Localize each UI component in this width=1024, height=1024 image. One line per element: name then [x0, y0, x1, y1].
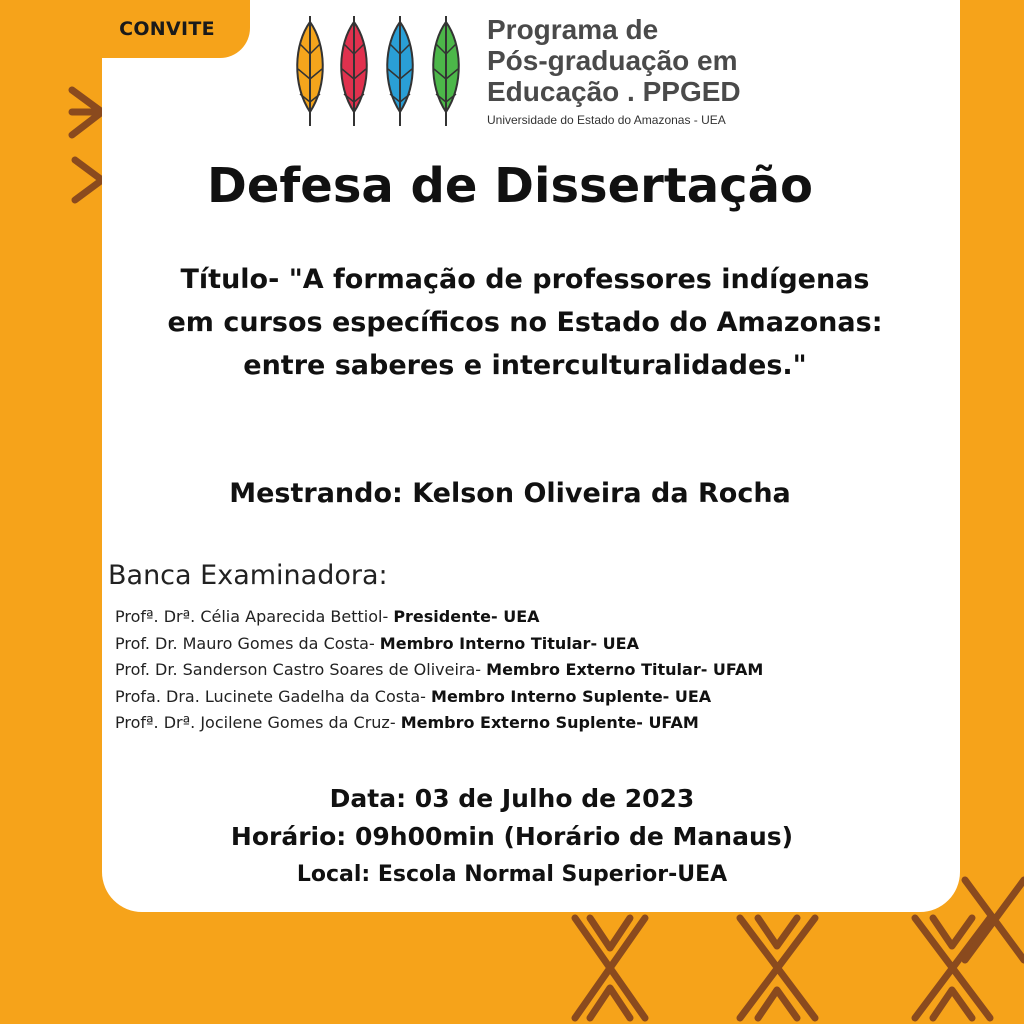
member-role: Membro Externo Suplente- UFAM: [400, 713, 699, 732]
event-time: Horário: 09h00min (Horário de Manaus): [230, 822, 794, 851]
title-line: entre saberes e interculturalidades.": [243, 350, 807, 381]
logo-line-3: Educação . PPGED: [487, 76, 741, 107]
event-date: Data: 03 de Julho de 2023: [329, 784, 695, 813]
student-name: Mestrando: Kelson Oliveira da Rocha: [229, 478, 791, 509]
member-role: Membro Interno Suplente- UEA: [431, 686, 712, 706]
committee-member: [115, 710, 763, 737]
member-role: Membro Interno Titular- UEA: [379, 633, 639, 653]
member-name: Prof. Dr. Mauro Gomes da Costa-: [115, 633, 380, 653]
logo-line-2: Pós-graduação em: [487, 45, 738, 76]
member-name: Profa. Dra. Lucinete Gadelha da Costa-: [115, 686, 432, 706]
committee-member: [115, 657, 763, 684]
invitation-card: [102, 0, 960, 912]
committee-heading: Banca Examinadora:: [108, 560, 388, 591]
dissertation-title: [115, 258, 935, 387]
invite-tag: CONVITE: [84, 0, 250, 58]
program-logo-text: [487, 14, 741, 127]
feathers-logo-icon: [288, 14, 478, 129]
logo-line-1: Programa de: [487, 14, 659, 45]
member-role: Presidente- UEA: [393, 607, 540, 626]
event-location: Local: Escola Normal Superior-UEA: [296, 862, 728, 887]
page-title: Defesa de Dissertação: [207, 158, 813, 214]
committee-member: [115, 631, 763, 658]
event-details: [102, 780, 922, 894]
title-line: em cursos específicos no Estado do Amazonas:: [167, 307, 883, 338]
committee-list: [115, 604, 763, 737]
title-line: Título- "A formação de professores indígenas: [180, 264, 870, 295]
member-name: Prof. Dr. Sanderson Castro Soares de Oliveira-: [115, 660, 487, 679]
committee-member: [115, 604, 763, 631]
member-name: Profª. Drª. Célia Aparecida Bettiol-: [115, 607, 394, 626]
committee-member: [115, 684, 763, 711]
member-role: Membro Externo Titular- UFAM: [486, 660, 764, 679]
member-name: Profª. Drª. Jocilene Gomes da Cruz-: [115, 713, 401, 732]
logo-subtitle: Universidade do Estado do Amazonas - UEA: [487, 113, 726, 127]
